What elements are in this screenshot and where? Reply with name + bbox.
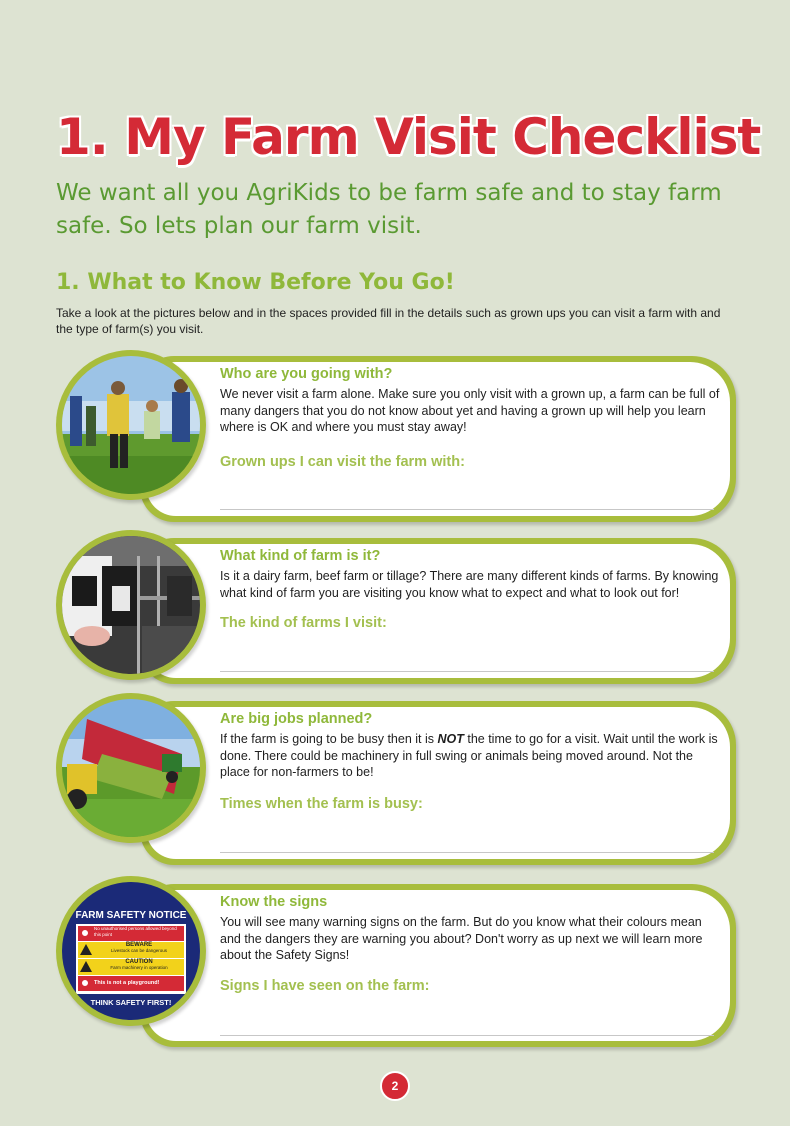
card-text: You will see many warning signs on the farm. But do you know what their colours mean and the dangers they are warning you about? Don't worry as up next we will learn more about the Safety Signs! <box>220 915 703 962</box>
cows-milking-photo <box>56 530 206 680</box>
checklist-card-big-jobs <box>140 701 736 865</box>
sign-row-3-text: Farm machinery in operation <box>110 965 168 970</box>
sign-row-2-text: Livestock can be dangerous <box>110 948 168 953</box>
checklist-card-signs <box>140 884 736 1047</box>
sign-row-1: No unauthorised persons allowed beyond this point <box>94 926 177 937</box>
page-title: 1. My Farm Visit Checklist <box>56 108 761 166</box>
section-heading: 1. What to Know Before You Go! <box>56 270 455 295</box>
answer-line[interactable] <box>220 1035 714 1036</box>
card-prompt: Signs I have seen on the farm: <box>220 978 430 994</box>
answer-line[interactable] <box>220 852 714 853</box>
card-text: Is it a dairy farm, beef farm or tillage? There are many different kinds of farms. By knowing what kind of farm you are visiting you know what to expect and what to look out for! <box>220 569 719 600</box>
emphasis-not: NOT <box>437 732 464 746</box>
checklist-card-companions <box>140 356 736 522</box>
intro-paragraph: Take a look at the pictures below and in the spaces provided fill in the details such as grown ups you can visit a farm with and the type of farm(s) you visit. <box>56 306 721 336</box>
sign-footer: THINK SAFETY FIRST! <box>90 998 172 1007</box>
card-title: Who are you going with? <box>220 366 393 382</box>
card-prompt: Times when the farm is busy: <box>220 796 423 812</box>
family-walking-photo <box>56 350 206 500</box>
tractor-silage-photo <box>56 693 206 843</box>
card-title: Know the signs <box>220 894 328 910</box>
card-text: We never visit a farm alone. Make sure you only visit with a grown up, a farm can be full of many dangers that you do not know about yet and having a grown up will help you learn where is OK and where you must stay away! <box>220 387 720 434</box>
answer-line[interactable] <box>220 671 714 672</box>
sign-header: FARM SAFETY NOTICE <box>75 910 187 921</box>
card-title: Are big jobs planned? <box>220 711 373 727</box>
sign-row-3-title: CAUTION <box>125 959 153 965</box>
answer-line[interactable] <box>220 509 714 510</box>
card-prompt: The kind of farms I visit: <box>220 615 387 631</box>
page-subtitle: We want all you AgriKids to be farm safe and to stay farm safe. So lets plan our farm visit. <box>56 180 722 239</box>
card-prompt: Grown ups I can visit the farm with: <box>220 454 465 470</box>
card-text: If the farm is going to be busy then it is NOT the time to go for a visit. Wait until the work is done. There could be machinery in full swing or animals being moved around. Not the place for non-farmers to be! <box>220 732 718 779</box>
card-title: What kind of farm is it? <box>220 548 381 564</box>
page-number: 2 <box>380 1071 410 1101</box>
sign-row-4: This is not a playground! <box>94 980 160 986</box>
checklist-card-farm-type <box>140 538 736 684</box>
farm-safety-sign-image <box>56 876 206 1026</box>
sign-row-2-title: BEWARE <box>125 942 153 948</box>
